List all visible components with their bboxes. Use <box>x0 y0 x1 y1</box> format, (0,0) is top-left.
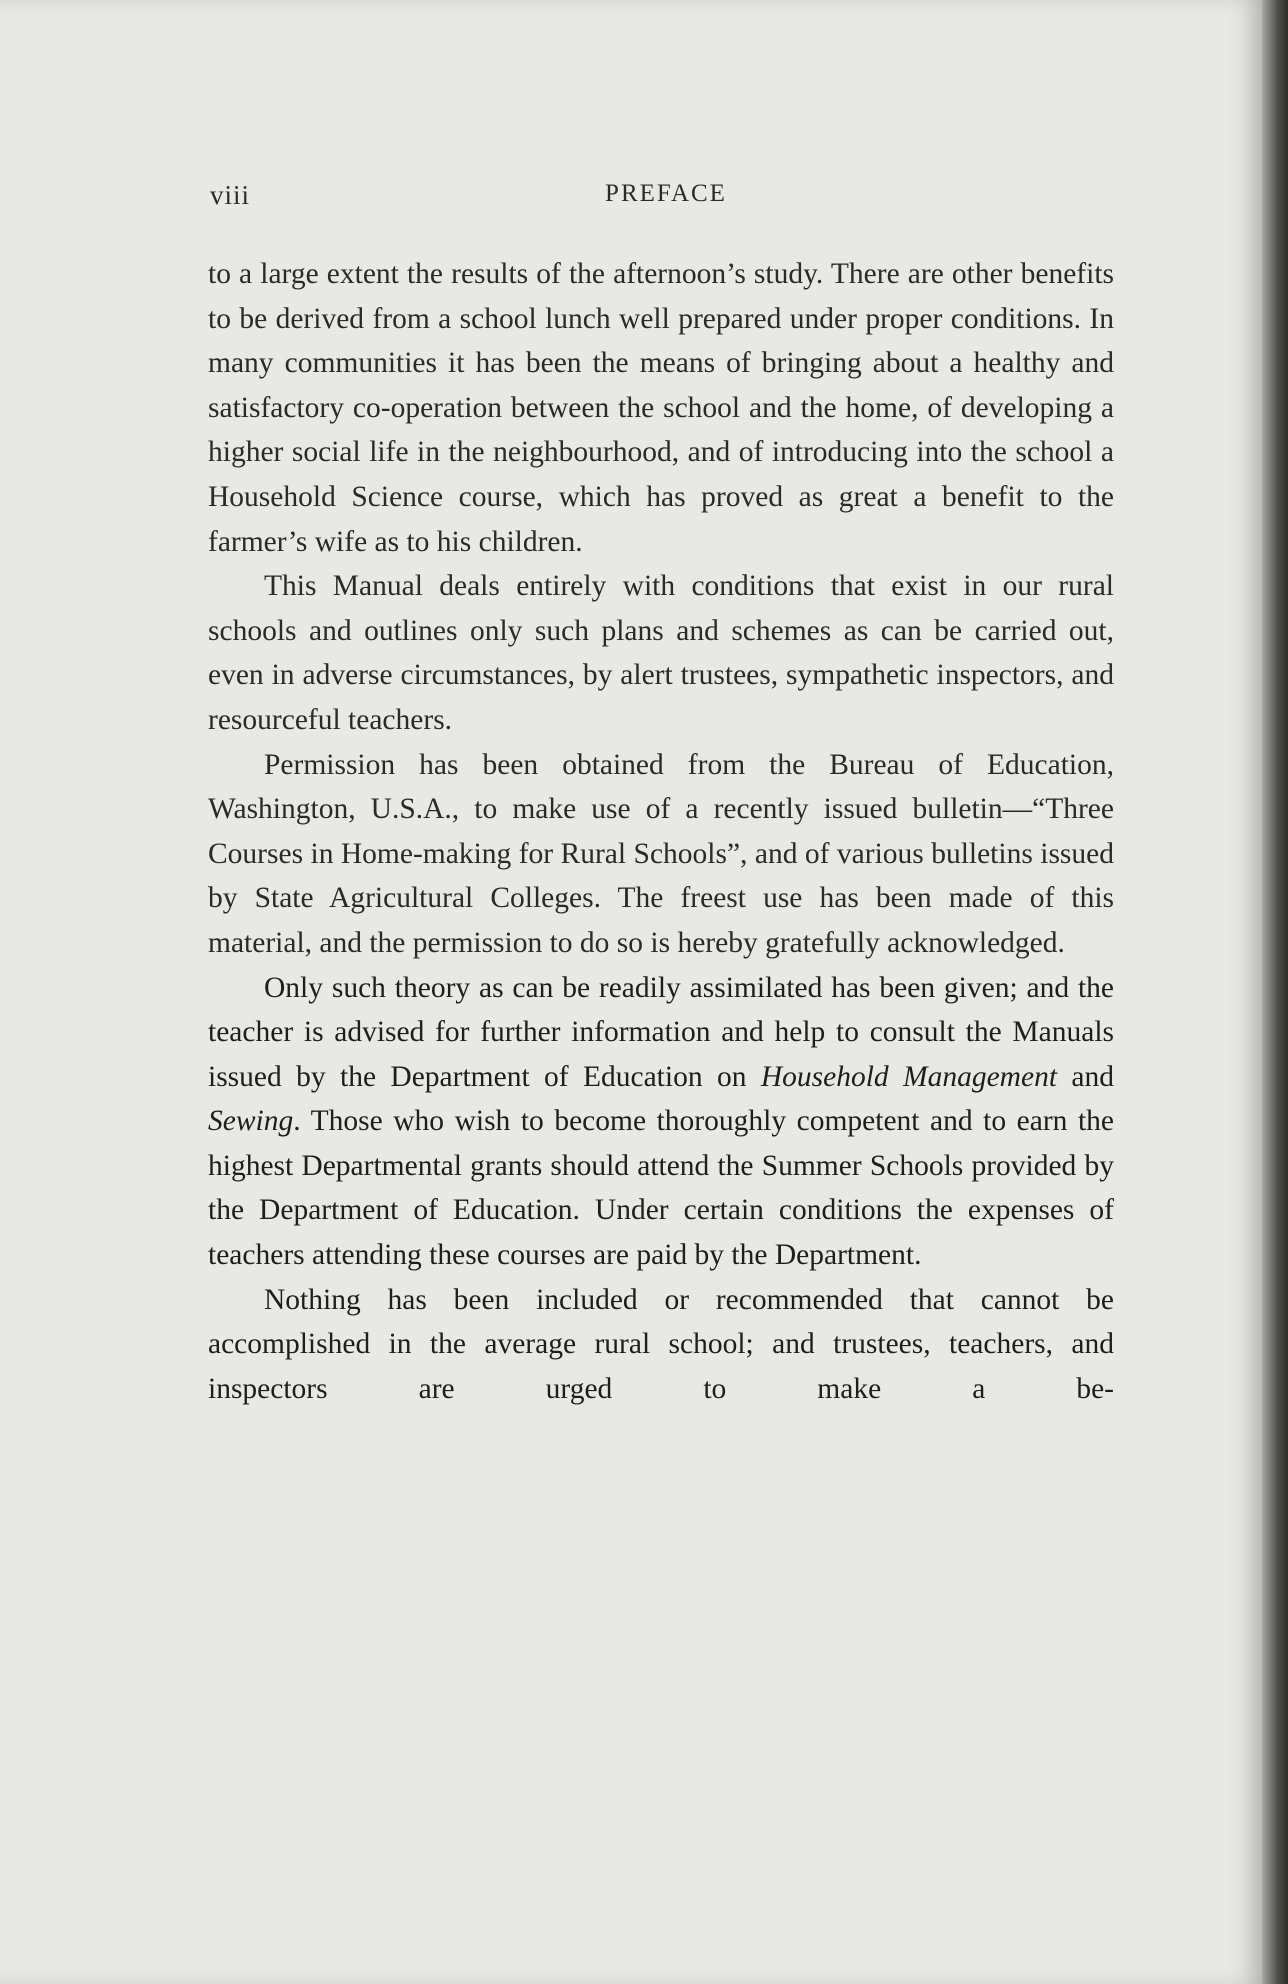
paragraph-4 <box>208 966 1114 1278</box>
paragraph-text: This Manual deals entirely with conditions that exist in our rural schools and outlines only such plans and schemes as can be carried out, even in adverse circumstances, by alert trustees, sympathetic inspectors, and resourceful teachers. <box>208 570 1114 736</box>
paragraph-5 <box>208 1278 1114 1412</box>
paragraph-text: . Those who wish to become thoroughly competent and to earn the highest Departmental grants should attend the Summer Schools provided by the Department of Education. Under certain conditions the expenses of teachers attending these courses are paid by the Department. <box>208 1105 1114 1272</box>
paragraph-text: to a large extent the results of the afternoon’s study. There are other benefits to be derived from a school lunch well prepared under proper conditions. In many communities it has been the means of bringing about a healthy and satisfactory co-operation between the school and the home, of developing a higher social life in the neighbourhood, and of introducing into the school a Household Science course, which has proved as great a benefit to the farmer’s wife as to his children. <box>208 258 1114 558</box>
body-text <box>208 252 1114 1411</box>
paragraph-text: Nothing has been included or recommended that cannot be accomplished in the average rural school; and trustees, teachers, and inspectors are urged to make a be- <box>208 1283 1114 1405</box>
running-title: PREFACE <box>605 180 727 207</box>
paragraph-text: Only such theory as can be readily assimilated has been given; and the teacher is advised for further information and help to consult the Manuals issued by the Department of Education on <box>208 971 1114 1093</box>
italic-title-sewing: Sewing <box>208 1105 294 1138</box>
paragraph-1 <box>208 252 1114 564</box>
page-header <box>210 180 1122 214</box>
paragraph-text: Permission has been obtained from the Bureau of Education, Washington, U.S.A., to make use of a recently issued bulletin—“Three Courses in Home-making for Rural Schools”, and of various bulletins issued by State Agricultural Colleges. The freest use has been made of this material, and the permission to do so is hereby gratefully acknowledged. <box>208 748 1114 959</box>
italic-title-household-management: Household Management <box>760 1060 1058 1093</box>
paragraph-2 <box>208 564 1114 742</box>
page-number: viii <box>210 180 251 210</box>
paragraph-text: and <box>1057 1060 1114 1093</box>
book-binding-edge <box>1262 0 1288 1984</box>
paragraph-3 <box>208 743 1114 966</box>
